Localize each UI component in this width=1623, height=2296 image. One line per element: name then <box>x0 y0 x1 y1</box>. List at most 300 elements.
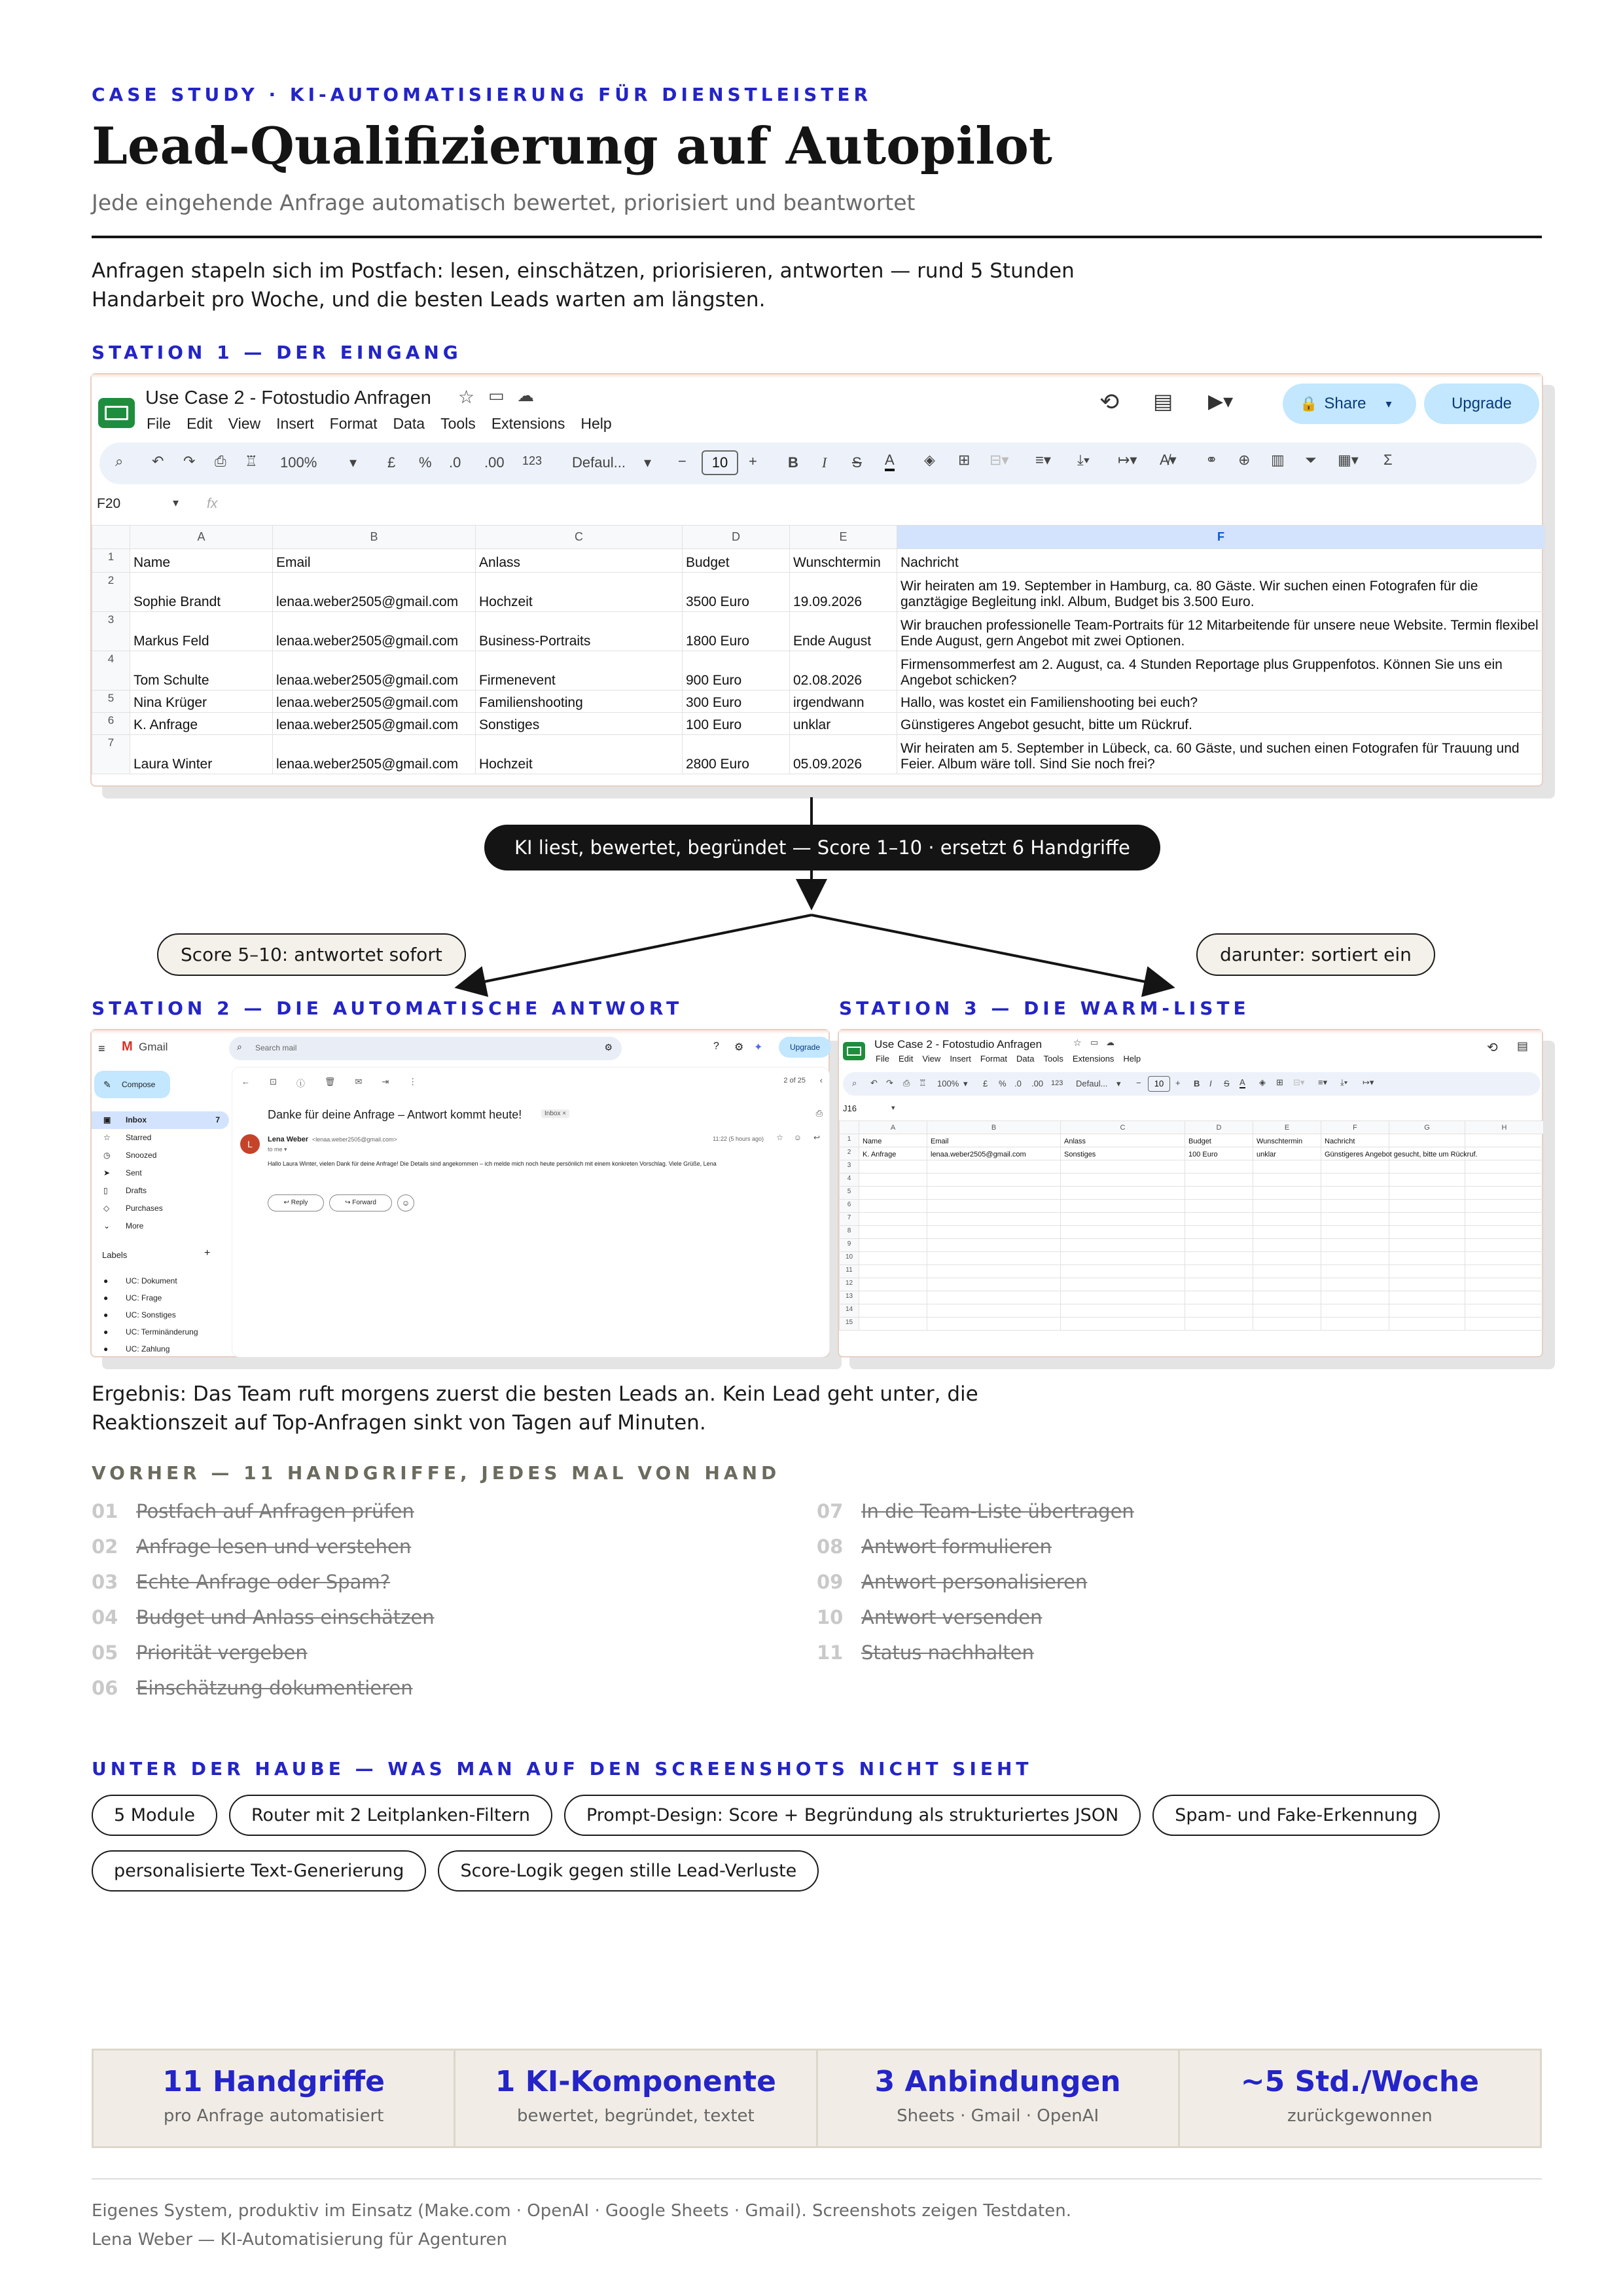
cell[interactable] <box>1061 1239 1185 1252</box>
vertical-align-icon[interactable]: ⤓▾ <box>1340 1077 1348 1087</box>
zoom-dropdown-icon[interactable]: ▾ <box>349 454 357 471</box>
col-header-c[interactable]: C <box>1061 1121 1185 1134</box>
cell[interactable] <box>1061 1160 1185 1174</box>
cell[interactable] <box>1389 1239 1465 1252</box>
cell[interactable] <box>1061 1187 1185 1200</box>
cell[interactable] <box>859 1160 927 1174</box>
merge-cells-icon[interactable]: ⊟▾ <box>1293 1077 1305 1087</box>
text-color-icon[interactable]: A <box>1240 1077 1245 1087</box>
cell[interactable] <box>1465 1160 1544 1174</box>
menu-edit[interactable]: Edit <box>898 1054 914 1064</box>
cell[interactable]: Budget <box>1185 1134 1253 1147</box>
cell[interactable] <box>927 1174 1061 1187</box>
italic-icon[interactable]: I <box>822 454 827 471</box>
cell[interactable]: 05.09.2026 <box>790 735 897 774</box>
label-item[interactable]: ● UC: Dokument <box>92 1272 229 1289</box>
cell[interactable]: Günstigeres Angebot gesucht, bitte um Rückruf. <box>1321 1147 1389 1160</box>
cell[interactable] <box>1389 1291 1465 1304</box>
decrease-decimal-icon[interactable]: .0 <box>1014 1079 1022 1088</box>
cell[interactable] <box>1389 1278 1465 1291</box>
col-header-d[interactable]: D <box>1185 1121 1253 1134</box>
cell[interactable] <box>1061 1318 1185 1331</box>
emoji-icon[interactable]: ☺ <box>793 1133 802 1142</box>
row-number[interactable]: 1 <box>840 1134 859 1147</box>
cell[interactable] <box>927 1226 1061 1239</box>
font-size-decrease-icon[interactable]: − <box>1136 1078 1141 1088</box>
search-options-icon[interactable]: ⚙ <box>604 1042 613 1052</box>
search-input[interactable]: Search mail <box>255 1043 297 1052</box>
font-size-increase-icon[interactable]: + <box>749 453 757 469</box>
cell[interactable] <box>1185 1213 1253 1226</box>
more-icon[interactable]: ⋮ <box>408 1077 418 1086</box>
cell[interactable] <box>1465 1213 1544 1226</box>
cell[interactable] <box>1321 1187 1389 1200</box>
recipient[interactable]: to me ▾ <box>268 1146 287 1153</box>
nav-more[interactable]: ⌄ More <box>92 1217 229 1235</box>
cell[interactable]: Anlass <box>476 549 683 573</box>
emoji-button[interactable]: ☺ <box>397 1194 414 1211</box>
report-icon[interactable]: ⓘ <box>296 1079 305 1088</box>
currency-icon[interactable]: £ <box>983 1079 988 1088</box>
menu-file[interactable]: File <box>876 1054 889 1064</box>
font-select[interactable]: Defaul... <box>1076 1079 1108 1088</box>
doc-title[interactable]: Use Case 2 - Fotostudio Anfragen <box>874 1038 1043 1050</box>
nav-sent[interactable]: ➤ Sent <box>92 1164 229 1182</box>
col-header-f[interactable]: F <box>1321 1121 1389 1134</box>
cell[interactable] <box>927 1318 1061 1331</box>
cell[interactable] <box>1061 1278 1185 1291</box>
fill-color-icon[interactable]: ◈ <box>924 452 935 468</box>
font-dropdown-icon[interactable]: ▾ <box>644 454 652 471</box>
filter-views-icon[interactable]: ▦▾ <box>1338 452 1359 468</box>
cell[interactable] <box>859 1239 927 1252</box>
menu-tools[interactable]: Tools <box>1043 1054 1063 1064</box>
cell[interactable] <box>1253 1318 1321 1331</box>
cell[interactable] <box>1253 1160 1321 1174</box>
cell[interactable] <box>927 1187 1061 1200</box>
cell[interactable]: Hallo, was kostet ein Familienshooting bei euch? <box>897 691 1545 713</box>
cell[interactable] <box>927 1200 1061 1213</box>
share-button[interactable] <box>1283 384 1416 424</box>
help-icon[interactable]: ? <box>713 1041 719 1052</box>
insert-comment-icon[interactable]: ⊕ <box>1238 452 1251 468</box>
cell[interactable] <box>1465 1304 1544 1318</box>
cell[interactable] <box>1389 1200 1465 1213</box>
cell[interactable] <box>1465 1134 1544 1147</box>
cell[interactable]: Sonstiges <box>476 713 683 735</box>
cell[interactable] <box>1465 1265 1544 1278</box>
cell[interactable] <box>859 1200 927 1213</box>
cell[interactable]: 2800 Euro <box>683 735 790 774</box>
cell[interactable] <box>1185 1252 1253 1265</box>
row-number[interactable]: 6 <box>92 713 130 735</box>
font-dropdown-icon[interactable]: ▾ <box>1116 1079 1121 1088</box>
percent-icon[interactable]: % <box>999 1079 1007 1088</box>
strikethrough-icon[interactable]: S <box>852 454 862 471</box>
cell[interactable] <box>1321 1252 1389 1265</box>
cell[interactable]: Nachricht <box>1321 1134 1389 1147</box>
cell[interactable]: K. Anfrage <box>859 1147 927 1160</box>
cell[interactable] <box>1253 1213 1321 1226</box>
cell[interactable]: 900 Euro <box>683 651 790 691</box>
cell[interactable] <box>1185 1239 1253 1252</box>
row-number[interactable]: 5 <box>840 1187 859 1200</box>
row-number[interactable]: 9 <box>840 1239 859 1252</box>
cell[interactable] <box>1389 1252 1465 1265</box>
search-menus-icon[interactable]: ⌕ <box>852 1078 857 1088</box>
cell[interactable] <box>1321 1213 1389 1226</box>
row-number[interactable]: 10 <box>840 1252 859 1265</box>
col-header-c[interactable]: C <box>476 526 683 549</box>
cell[interactable] <box>1253 1265 1321 1278</box>
cell[interactable] <box>1185 1304 1253 1318</box>
text-color-icon[interactable]: A <box>885 452 895 471</box>
cell[interactable] <box>1389 1265 1465 1278</box>
cell[interactable]: 19.09.2026 <box>790 573 897 612</box>
col-header-g[interactable]: G <box>1389 1121 1465 1134</box>
zoom-select[interactable]: 100% <box>937 1079 959 1088</box>
currency-icon[interactable]: £ <box>387 454 396 471</box>
cell[interactable]: irgendwann <box>790 691 897 713</box>
cell[interactable]: Name <box>130 549 273 573</box>
cell[interactable] <box>1185 1160 1253 1174</box>
menu-insert[interactable]: Insert <box>950 1054 971 1064</box>
cell[interactable] <box>1389 1174 1465 1187</box>
menu-format[interactable]: Format <box>980 1054 1007 1064</box>
move-folder-icon[interactable]: ▭ <box>1090 1038 1099 1048</box>
link-icon[interactable]: ⚭ <box>1205 452 1218 468</box>
cell[interactable] <box>927 1160 1061 1174</box>
cell[interactable]: Business-Portraits <box>476 612 683 651</box>
cell[interactable] <box>859 1226 927 1239</box>
name-box-dropdown-icon[interactable]: ▾ <box>891 1104 895 1112</box>
cell[interactable]: Firmensommerfest am 2. August, ca. 4 Stunden Reportage plus Gruppenfotos. Können Sie uns ein Angebot schicken? <box>897 651 1545 691</box>
increase-decimal-icon[interactable]: .00 <box>484 454 505 471</box>
cell[interactable]: lenaa.weber2505@gmail.com <box>273 651 476 691</box>
label-item[interactable]: ● UC: Sonstiges <box>92 1306 229 1323</box>
cell[interactable] <box>1321 1174 1389 1187</box>
cell[interactable] <box>1389 1226 1465 1239</box>
fill-color-icon[interactable]: ◈ <box>1259 1077 1266 1087</box>
undo-icon[interactable]: ↶ <box>870 1078 878 1088</box>
nav-purchases[interactable]: ◇ Purchases <box>92 1200 229 1217</box>
cell[interactable] <box>1185 1226 1253 1239</box>
cell[interactable] <box>927 1265 1061 1278</box>
text-wrap-icon[interactable]: ↦▾ <box>1118 452 1137 468</box>
corner-cell[interactable] <box>92 526 130 549</box>
redo-icon[interactable]: ↷ <box>886 1078 893 1088</box>
undo-icon[interactable]: ↶ <box>152 453 164 469</box>
cell[interactable]: Laura Winter <box>130 735 273 774</box>
cell[interactable] <box>1389 1160 1465 1174</box>
corner-cell[interactable] <box>840 1121 859 1134</box>
cell[interactable]: 3500 Euro <box>683 573 790 612</box>
cell[interactable] <box>1321 1291 1389 1304</box>
cell[interactable]: unklar <box>790 713 897 735</box>
decrease-decimal-icon[interactable]: .0 <box>449 454 461 471</box>
cell[interactable] <box>1185 1265 1253 1278</box>
row-number[interactable]: 11 <box>840 1265 859 1278</box>
cell[interactable] <box>1061 1213 1185 1226</box>
cell[interactable]: lenaa.weber2505@gmail.com <box>927 1147 1061 1160</box>
cell[interactable] <box>1389 1213 1465 1226</box>
text-wrap-icon[interactable]: ↦▾ <box>1363 1077 1374 1087</box>
comments-icon[interactable]: ▤ <box>1517 1039 1529 1053</box>
cell[interactable] <box>1253 1226 1321 1239</box>
nav-drafts[interactable]: ▯ Drafts <box>92 1182 229 1200</box>
menu-tools[interactable]: Tools <box>440 415 476 432</box>
cell[interactable] <box>1321 1318 1389 1331</box>
cell[interactable] <box>1061 1291 1185 1304</box>
percent-icon[interactable]: % <box>419 454 432 471</box>
cell[interactable]: Budget <box>683 549 790 573</box>
cell[interactable]: Wir brauchen professionelle Team-Portraits für 12 Mitarbeitende für unsere neue Website. Termin flexibel Ende August, gern Angebot mit zwei Optionen. <box>897 612 1545 651</box>
nav-inbox[interactable]: ▣ Inbox 7 <box>92 1111 229 1129</box>
archive-icon[interactable]: ⊡ <box>270 1077 277 1086</box>
col-header-a[interactable]: A <box>859 1121 927 1134</box>
row-number[interactable]: 2 <box>92 573 130 612</box>
menu-data[interactable]: Data <box>393 415 425 432</box>
cell[interactable] <box>1389 1187 1465 1200</box>
menu-format[interactable]: Format <box>329 415 378 432</box>
number-format-icon[interactable]: 123 <box>522 454 543 467</box>
cell[interactable] <box>1253 1291 1321 1304</box>
upgrade-button[interactable]: Upgrade <box>1424 384 1539 424</box>
reply-button[interactable]: ↩ Reply <box>268 1194 324 1211</box>
row-number[interactable]: 4 <box>92 651 130 691</box>
cell[interactable]: 100 Euro <box>1185 1147 1253 1160</box>
cell[interactable]: Wir heiraten am 5. September in Lübeck, ca. 60 Gäste, und suchen einen Fotografen für Trauung und Feier. Album wäre toll. Sind Sie noch frei? <box>897 735 1545 774</box>
cell[interactable] <box>1465 1200 1544 1213</box>
cell[interactable] <box>1061 1265 1185 1278</box>
meet-icon[interactable]: ▶▾ <box>1208 390 1234 413</box>
cell[interactable]: Familienshooting <box>476 691 683 713</box>
name-box-dropdown-icon[interactable]: ▾ <box>173 496 179 509</box>
cell[interactable] <box>927 1213 1061 1226</box>
cell[interactable]: K. Anfrage <box>130 713 273 735</box>
cell[interactable]: Wir heiraten am 19. September in Hamburg, ca. 80 Gäste. Wir suchen einen Fotografen für die ganztägige Begleitung inkl. Album, Budget bis 3.500 Euro. <box>897 573 1545 612</box>
cell[interactable] <box>1321 1265 1389 1278</box>
cell[interactable] <box>1185 1200 1253 1213</box>
zoom-select[interactable]: 100% <box>280 454 317 471</box>
cell[interactable] <box>1253 1252 1321 1265</box>
col-header-f[interactable]: F <box>897 526 1545 549</box>
cell[interactable] <box>1185 1291 1253 1304</box>
cell[interactable] <box>927 1239 1061 1252</box>
font-select[interactable]: Defaul... <box>572 454 626 471</box>
cell[interactable]: Wunschtermin <box>790 549 897 573</box>
col-header-b[interactable]: B <box>927 1121 1061 1134</box>
increase-decimal-icon[interactable]: .00 <box>1031 1079 1044 1088</box>
cell[interactable] <box>1185 1278 1253 1291</box>
row-number[interactable]: 15 <box>840 1318 859 1331</box>
cell[interactable]: lenaa.weber2505@gmail.com <box>273 735 476 774</box>
cell[interactable] <box>859 1278 927 1291</box>
main-menu-icon[interactable]: ≡ <box>98 1042 105 1055</box>
cell[interactable] <box>1253 1200 1321 1213</box>
cell[interactable]: 300 Euro <box>683 691 790 713</box>
text-rotation-icon[interactable]: A̸▾ <box>1160 452 1177 468</box>
prev-icon[interactable]: ‹ <box>819 1075 823 1085</box>
bold-icon[interactable]: B <box>1194 1079 1200 1088</box>
row-number[interactable]: 7 <box>840 1213 859 1226</box>
cell[interactable]: 1800 Euro <box>683 612 790 651</box>
cell[interactable] <box>1061 1252 1185 1265</box>
number-format-icon[interactable]: 123 <box>1051 1079 1063 1087</box>
cell[interactable]: lenaa.weber2505@gmail.com <box>273 713 476 735</box>
cell[interactable]: 100 Euro <box>683 713 790 735</box>
add-label-icon[interactable]: + <box>204 1247 211 1259</box>
cell[interactable]: Email <box>273 549 476 573</box>
delete-icon[interactable]: 🗑 <box>324 1077 336 1086</box>
cell[interactable]: Sophie Brandt <box>130 573 273 612</box>
cell[interactable]: unklar <box>1253 1147 1321 1160</box>
cell[interactable] <box>859 1318 927 1331</box>
cell[interactable] <box>1389 1134 1465 1147</box>
cell[interactable] <box>1321 1200 1389 1213</box>
doc-title[interactable]: Use Case 2 - Fotostudio Anfragen <box>145 387 431 408</box>
cell[interactable]: Firmenevent <box>476 651 683 691</box>
inbox-tag[interactable]: Inbox × <box>541 1109 569 1118</box>
print-icon[interactable]: ⎙ <box>815 1108 823 1118</box>
font-size-decrease-icon[interactable]: − <box>678 453 687 469</box>
cell[interactable]: Hochzeit <box>476 573 683 612</box>
redo-icon[interactable]: ↷ <box>183 453 196 469</box>
cell[interactable] <box>927 1252 1061 1265</box>
row-number[interactable]: 12 <box>840 1278 859 1291</box>
cell[interactable] <box>1465 1252 1544 1265</box>
row-number[interactable]: 4 <box>840 1174 859 1187</box>
label-item[interactable]: ● UC: Zahlung <box>92 1340 229 1357</box>
cell[interactable] <box>927 1291 1061 1304</box>
compose-button[interactable] <box>94 1071 170 1098</box>
paint-format-icon[interactable]: ♖ <box>245 453 258 469</box>
cell[interactable] <box>1465 1187 1544 1200</box>
menu-view[interactable]: View <box>922 1054 941 1064</box>
cell[interactable] <box>1465 1174 1544 1187</box>
cell[interactable] <box>1061 1200 1185 1213</box>
comments-icon[interactable]: ▤ <box>1153 389 1173 414</box>
cell[interactable]: Markus Feld <box>130 612 273 651</box>
cell[interactable]: lenaa.weber2505@gmail.com <box>273 612 476 651</box>
nav-snoozed[interactable]: ◷ Snoozed <box>92 1147 229 1164</box>
cell[interactable] <box>859 1252 927 1265</box>
menu-insert[interactable]: Insert <box>276 415 314 432</box>
borders-icon[interactable]: ⊞ <box>958 452 971 468</box>
gemini-icon[interactable]: ✦ <box>754 1042 763 1053</box>
cell[interactable]: Hochzeit <box>476 735 683 774</box>
cell[interactable] <box>1321 1160 1389 1174</box>
forward-button[interactable]: ↪ Forward <box>329 1194 392 1211</box>
row-number[interactable]: 8 <box>840 1226 859 1239</box>
cell[interactable] <box>1185 1318 1253 1331</box>
cell[interactable]: 02.08.2026 <box>790 651 897 691</box>
col-header-d[interactable]: D <box>683 526 790 549</box>
cell[interactable] <box>859 1213 927 1226</box>
row-number[interactable]: 6 <box>840 1200 859 1213</box>
cell[interactable]: Nina Krüger <box>130 691 273 713</box>
cell[interactable] <box>1465 1291 1544 1304</box>
back-icon[interactable]: ← <box>241 1077 250 1086</box>
insert-chart-icon[interactable]: ▥ <box>1271 452 1285 468</box>
star-icon[interactable]: ☆ <box>1073 1038 1082 1049</box>
vertical-align-icon[interactable]: ⤓▾ <box>1077 452 1090 468</box>
star-icon[interactable]: ☆ <box>458 386 475 408</box>
col-header-a[interactable]: A <box>130 526 273 549</box>
row-number[interactable]: 1 <box>92 549 130 573</box>
bold-icon[interactable]: B <box>788 454 798 471</box>
strikethrough-icon[interactable]: S <box>1224 1079 1230 1088</box>
cell[interactable] <box>1321 1239 1389 1252</box>
cell[interactable] <box>1465 1226 1544 1239</box>
cell[interactable]: Günstigeres Angebot gesucht, bitte um Rückruf. <box>897 713 1545 735</box>
zoom-dropdown-icon[interactable]: ▾ <box>963 1079 968 1088</box>
menu-file[interactable]: File <box>147 415 171 432</box>
align-icon[interactable]: ≡▾ <box>1035 452 1051 468</box>
move-folder-icon[interactable]: ▭ <box>488 386 505 406</box>
cell[interactable] <box>1253 1174 1321 1187</box>
search-menus-icon[interactable]: ⌕ <box>115 453 124 469</box>
move-icon[interactable]: ⇥ <box>382 1077 389 1086</box>
reply-icon[interactable]: ↩ <box>813 1133 820 1142</box>
align-icon[interactable]: ≡▾ <box>1318 1077 1328 1087</box>
row-number[interactable]: 3 <box>92 612 130 651</box>
col-header-h[interactable]: H <box>1465 1121 1544 1134</box>
cell[interactable] <box>1061 1226 1185 1239</box>
upgrade-button[interactable]: Upgrade <box>779 1037 831 1058</box>
font-size-input[interactable]: 10 <box>702 450 738 475</box>
menu-edit[interactable]: Edit <box>187 415 213 432</box>
history-icon[interactable]: ⟲ <box>1487 1039 1498 1055</box>
cell[interactable] <box>1321 1278 1389 1291</box>
filter-icon[interactable]: ⏷ <box>1305 452 1317 468</box>
merge-cells-icon[interactable]: ⊟▾ <box>990 452 1009 468</box>
cell[interactable] <box>1321 1226 1389 1239</box>
cell[interactable]: Email <box>927 1134 1061 1147</box>
cell[interactable] <box>859 1304 927 1318</box>
print-icon[interactable]: ⎙ <box>215 453 226 469</box>
cell[interactable] <box>1061 1174 1185 1187</box>
cell[interactable] <box>859 1174 927 1187</box>
paint-format-icon[interactable]: ♖ <box>919 1078 927 1088</box>
name-box[interactable]: F20 <box>97 496 121 511</box>
print-icon[interactable]: ⎙ <box>903 1078 910 1088</box>
history-icon[interactable]: ⟲ <box>1099 389 1120 416</box>
cell[interactable] <box>1321 1304 1389 1318</box>
cell[interactable] <box>1465 1318 1544 1331</box>
cell[interactable]: Nachricht <box>897 549 1545 573</box>
star-icon[interactable]: ☆ <box>776 1133 783 1142</box>
cell[interactable] <box>859 1265 927 1278</box>
row-number[interactable]: 7 <box>92 735 130 774</box>
cell[interactable] <box>1389 1318 1465 1331</box>
col-header-e[interactable]: E <box>1253 1121 1321 1134</box>
cell[interactable] <box>1061 1304 1185 1318</box>
cell[interactable] <box>1185 1187 1253 1200</box>
cell[interactable] <box>1389 1304 1465 1318</box>
cell[interactable]: Sonstiges <box>1061 1147 1185 1160</box>
cell[interactable]: Anlass <box>1061 1134 1185 1147</box>
cell[interactable] <box>1185 1174 1253 1187</box>
cell[interactable]: Ende August <box>790 612 897 651</box>
cell[interactable] <box>1253 1278 1321 1291</box>
cell[interactable] <box>1465 1278 1544 1291</box>
nav-starred[interactable]: ☆ Starred <box>92 1129 229 1147</box>
cell[interactable] <box>1253 1239 1321 1252</box>
italic-icon[interactable]: I <box>1209 1079 1212 1088</box>
cell[interactable]: Wunschtermin <box>1253 1134 1321 1147</box>
menu-help[interactable]: Help <box>1123 1054 1141 1064</box>
